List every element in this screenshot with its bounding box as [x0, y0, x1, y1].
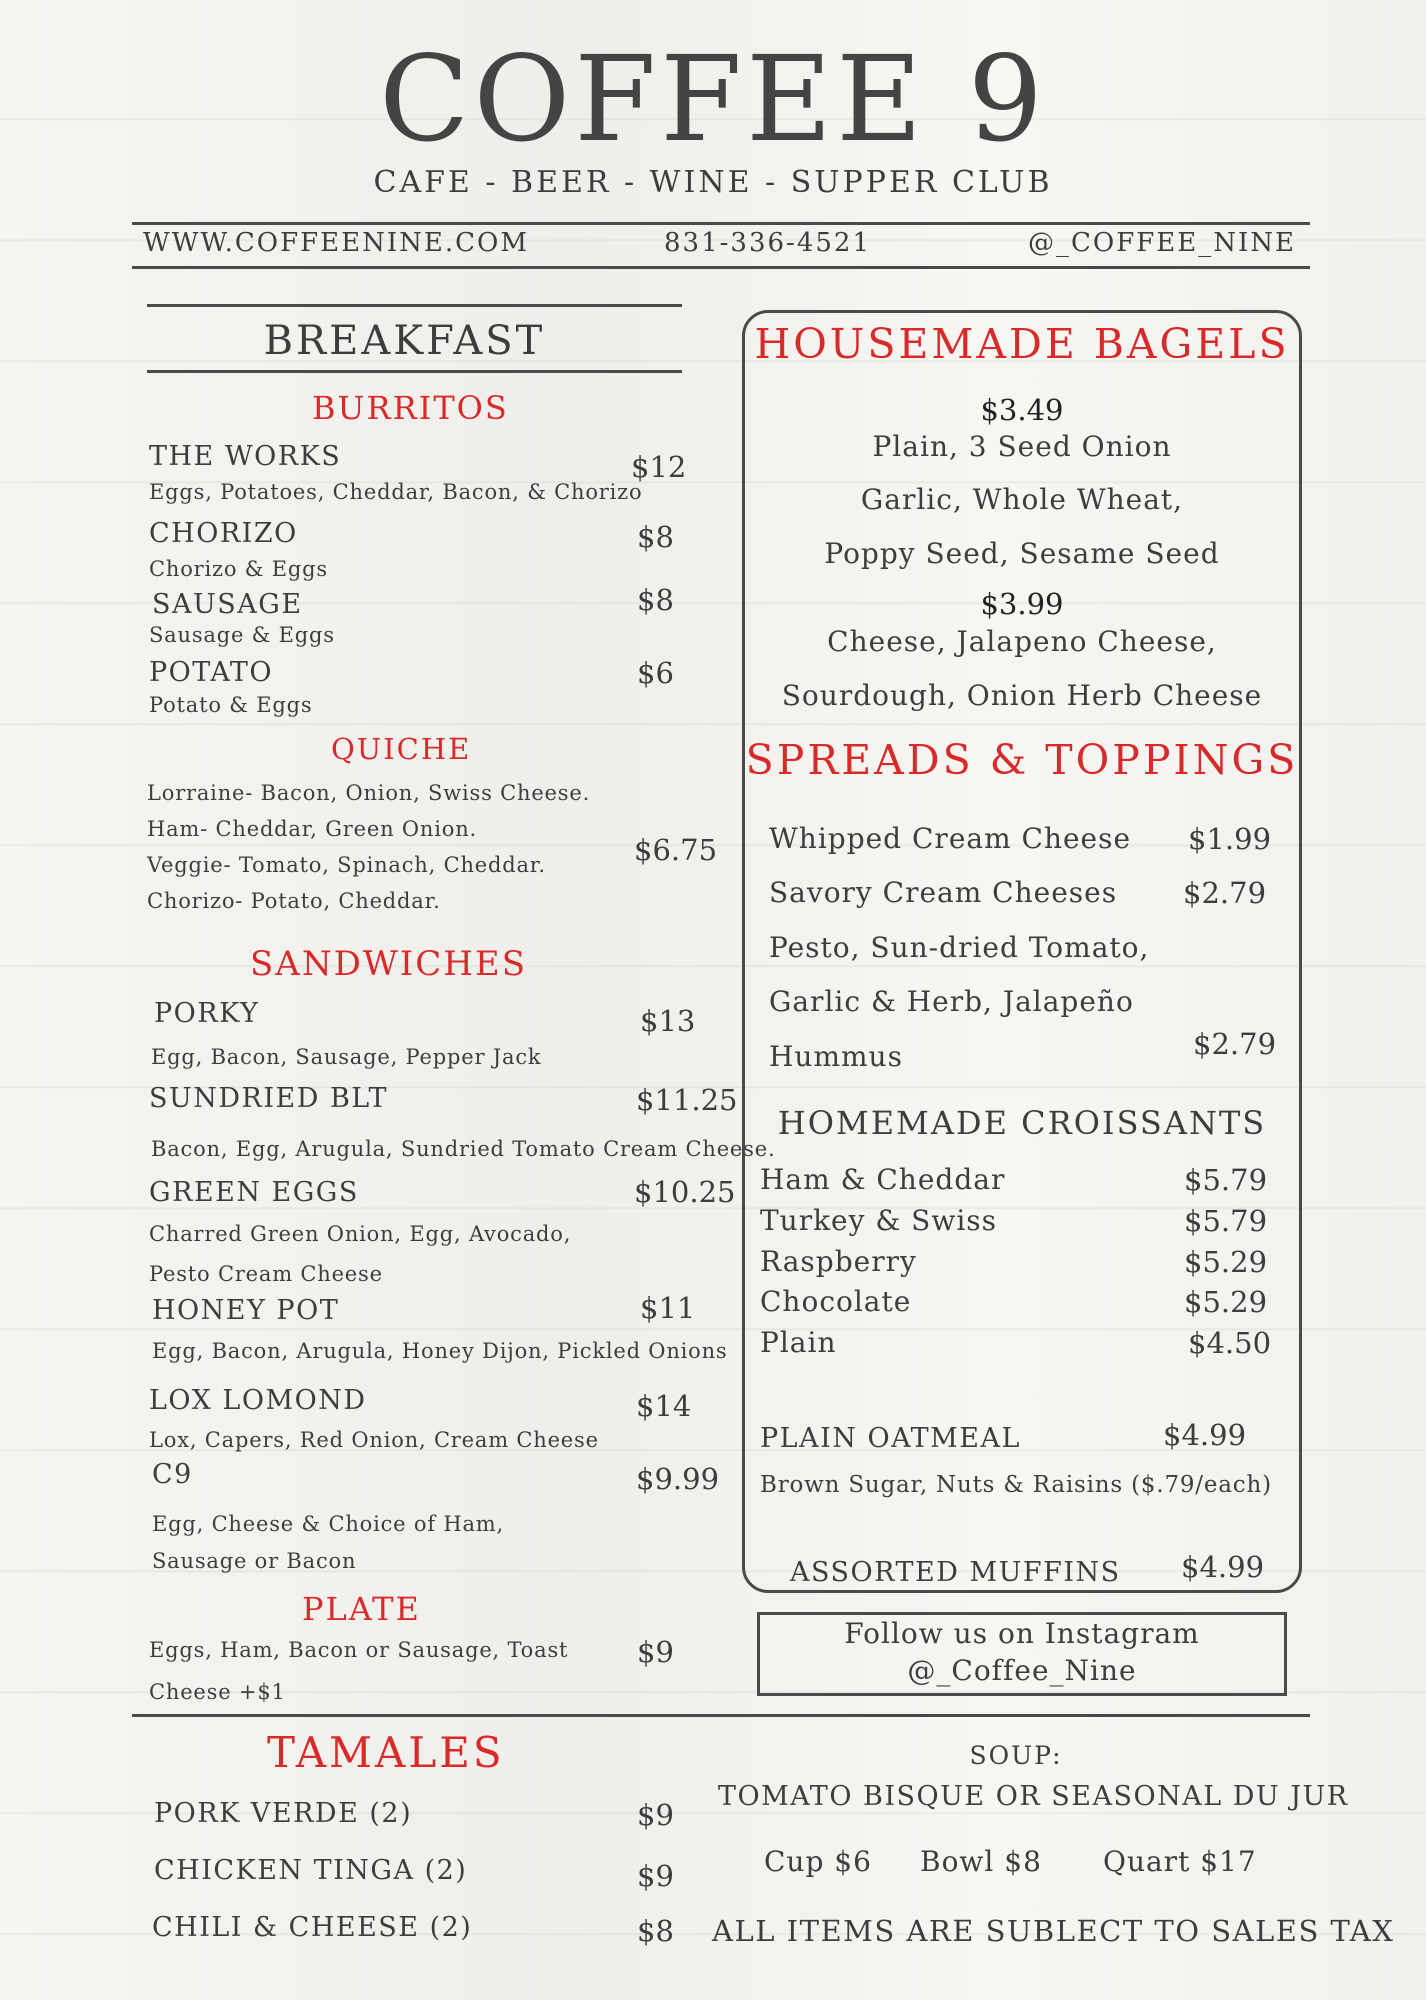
tamale-name: CHICKEN TINGA (2): [154, 1855, 468, 1886]
croissant-price: $4.50: [1188, 1326, 1272, 1360]
bagel-flavor-line: Sourdough, Onion Herb Cheese: [781, 679, 1263, 712]
menu-item-price: $6: [637, 656, 674, 690]
menu-item-desc: Egg, Bacon, Sausage, Pepper Jack: [151, 1045, 542, 1069]
oatmeal-desc: Brown Sugar, Nuts & Raisins ($.79/each): [760, 1472, 1272, 1498]
breakfast-rule-bottom: [147, 370, 682, 373]
tamale-name: CHILI & CHEESE (2): [152, 1912, 473, 1943]
sales-tax-note: ALL ITEMS ARE SUBLECT TO SALES TAX: [712, 1914, 1395, 1948]
breakfast-title: BREAKFAST: [263, 318, 546, 364]
oatmeal-price: $4.99: [1163, 1418, 1247, 1452]
bagel-flavor-line: Cheese, Jalapeno Cheese,: [827, 625, 1217, 658]
menu-item-desc: Charred Green Onion, Egg, Avocado,: [149, 1222, 572, 1246]
menu-item-desc: Sausage & Eggs: [149, 623, 335, 647]
croissant-name: Chocolate: [760, 1285, 912, 1318]
page-title: COFFEE 9: [379, 30, 1047, 168]
instagram-line2[interactable]: @_Coffee_Nine: [907, 1654, 1137, 1687]
spread-price: $2.79: [1183, 876, 1267, 910]
menu-item-name: GREEN EGGS: [149, 1177, 359, 1208]
bagel-tier2-price: $3.99: [980, 587, 1064, 621]
quiche-line: Veggie- Tomato, Spinach, Cheddar.: [147, 853, 546, 877]
menu-item-name: HONEY POT: [152, 1295, 340, 1326]
bagels-title: HOUSEMADE BAGELS: [754, 320, 1290, 368]
muffins-name: ASSORTED MUFFINS: [790, 1557, 1121, 1588]
menu-item-price: $11: [640, 1291, 696, 1325]
menu-item-desc: Potato & Eggs: [149, 693, 313, 717]
website-link[interactable]: WWW.COFFEENINE.COM: [143, 228, 529, 258]
croissant-name: Turkey & Swiss: [760, 1204, 998, 1237]
quiche-line: Chorizo- Potato, Cheddar.: [147, 889, 441, 913]
spread-name: Hummus: [769, 1040, 903, 1073]
croissants-title: HOMEMADE CROISSANTS: [777, 1104, 1267, 1142]
quiche-line: Lorraine- Bacon, Onion, Swiss Cheese.: [147, 781, 591, 805]
croissant-name: Ham & Cheddar: [760, 1163, 1006, 1196]
tamale-price: $9: [637, 1798, 674, 1832]
quiche-price: $6.75: [634, 833, 718, 867]
oatmeal-name: PLAIN OATMEAL: [760, 1423, 1021, 1454]
phone-number[interactable]: 831-336-4521: [664, 228, 871, 258]
menu-item-name: CHORIZO: [149, 518, 298, 549]
tamale-name: PORK VERDE (2): [154, 1798, 413, 1829]
croissant-price: $5.79: [1184, 1163, 1268, 1197]
header-rule-top: [132, 222, 1310, 225]
croissant-price: $5.29: [1184, 1285, 1268, 1319]
soup-desc: TOMATO BISQUE OR SEASONAL DU JUR: [718, 1781, 1349, 1812]
burritos-heading: BURRITOS: [312, 389, 509, 427]
spread-flavor-line: Pesto, Sun-dried Tomato,: [769, 931, 1150, 964]
menu-item-name: PORKY: [154, 998, 260, 1029]
soup-label: SOUP:: [969, 1741, 1063, 1770]
croissant-price: $5.79: [1184, 1204, 1268, 1238]
menu-item-desc: Eggs, Potatoes, Cheddar, Bacon, & Chorizo: [149, 480, 643, 504]
bagel-flavor-line: Plain, 3 Seed Onion: [872, 430, 1172, 463]
menu-item-name: SUNDRIED BLT: [149, 1083, 389, 1114]
bottom-section-rule: [132, 1714, 1310, 1717]
tamale-price: $9: [637, 1859, 674, 1893]
menu-item-name: LOX LOMOND: [149, 1385, 367, 1416]
croissant-name: Raspberry: [760, 1245, 917, 1278]
bagel-tier1-price: $3.49: [980, 393, 1064, 427]
menu-item-name: SAUSAGE: [152, 589, 303, 620]
spread-price: $2.79: [1193, 1027, 1277, 1061]
menu-item-desc: Pesto Cream Cheese: [149, 1262, 383, 1286]
menu-item-price: $9.99: [636, 1462, 720, 1496]
menu-item-price: $11.25: [636, 1083, 738, 1117]
menu-item-price: $12: [631, 450, 687, 484]
soup-bowl: Bowl $8: [920, 1845, 1042, 1878]
instagram-handle[interactable]: @_COFFEE_NINE: [1028, 228, 1296, 258]
menu-item-price: $8: [637, 520, 674, 554]
instagram-line1: Follow us on Instagram: [844, 1617, 1200, 1650]
spread-name: Savory Cream Cheeses: [769, 876, 1118, 909]
menu-item-price: $13: [640, 1004, 696, 1038]
menu-item-price: $14: [636, 1389, 692, 1423]
header-rule-bottom: [132, 266, 1310, 269]
menu-item-name: THE WORKS: [149, 441, 342, 472]
muffins-price: $4.99: [1181, 1550, 1265, 1584]
quiche-line: Ham- Cheddar, Green Onion.: [147, 817, 477, 841]
menu-item-desc: Egg, Cheese & Choice of Ham,: [152, 1512, 504, 1536]
bagel-flavor-line: Poppy Seed, Sesame Seed: [824, 537, 1220, 570]
menu-item-price: $8: [637, 583, 674, 617]
menu-item-desc: Sausage or Bacon: [152, 1549, 357, 1573]
plate-heading: PLATE: [302, 1590, 421, 1628]
croissant-name: Plain: [760, 1326, 837, 1359]
menu-item-desc: Lox, Capers, Red Onion, Cream Cheese: [149, 1428, 599, 1452]
menu-item-desc: Bacon, Egg, Arugula, Sundried Tomato Cream Cheese.: [151, 1137, 776, 1161]
menu-item-price: $10.25: [634, 1175, 736, 1209]
spreads-title: SPREADS & TOPPINGS: [745, 736, 1299, 784]
plate-desc: Eggs, Ham, Bacon or Sausage, Toast: [149, 1638, 569, 1662]
sandwiches-heading: SANDWICHES: [250, 944, 528, 984]
soup-cup: Cup $6: [764, 1845, 872, 1878]
menu-item-name: C9: [152, 1459, 193, 1490]
bagel-flavor-line: Garlic, Whole Wheat,: [860, 483, 1184, 516]
tamale-price: $8: [637, 1914, 674, 1948]
tamales-title: TAMALES: [267, 1728, 505, 1777]
plate-extra: Cheese +$1: [149, 1680, 286, 1704]
plate-price: $9: [637, 1635, 674, 1669]
menu-item-desc: Chorizo & Eggs: [149, 557, 328, 581]
menu-item-name: POTATO: [149, 657, 274, 688]
spread-price: $1.99: [1188, 822, 1272, 856]
tagline: CAFE - BEER - WINE - SUPPER CLUB: [373, 165, 1053, 200]
spread-name: Whipped Cream Cheese: [769, 822, 1132, 855]
quiche-heading: QUICHE: [331, 732, 472, 766]
croissant-price: $5.29: [1184, 1245, 1268, 1279]
spread-flavor-line: Garlic & Herb, Jalapeño: [769, 985, 1134, 1018]
soup-quart: Quart $17: [1103, 1845, 1257, 1878]
breakfast-rule-top: [147, 304, 682, 307]
menu-item-desc: Egg, Bacon, Arugula, Honey Dijon, Pickled Onions: [152, 1339, 728, 1363]
